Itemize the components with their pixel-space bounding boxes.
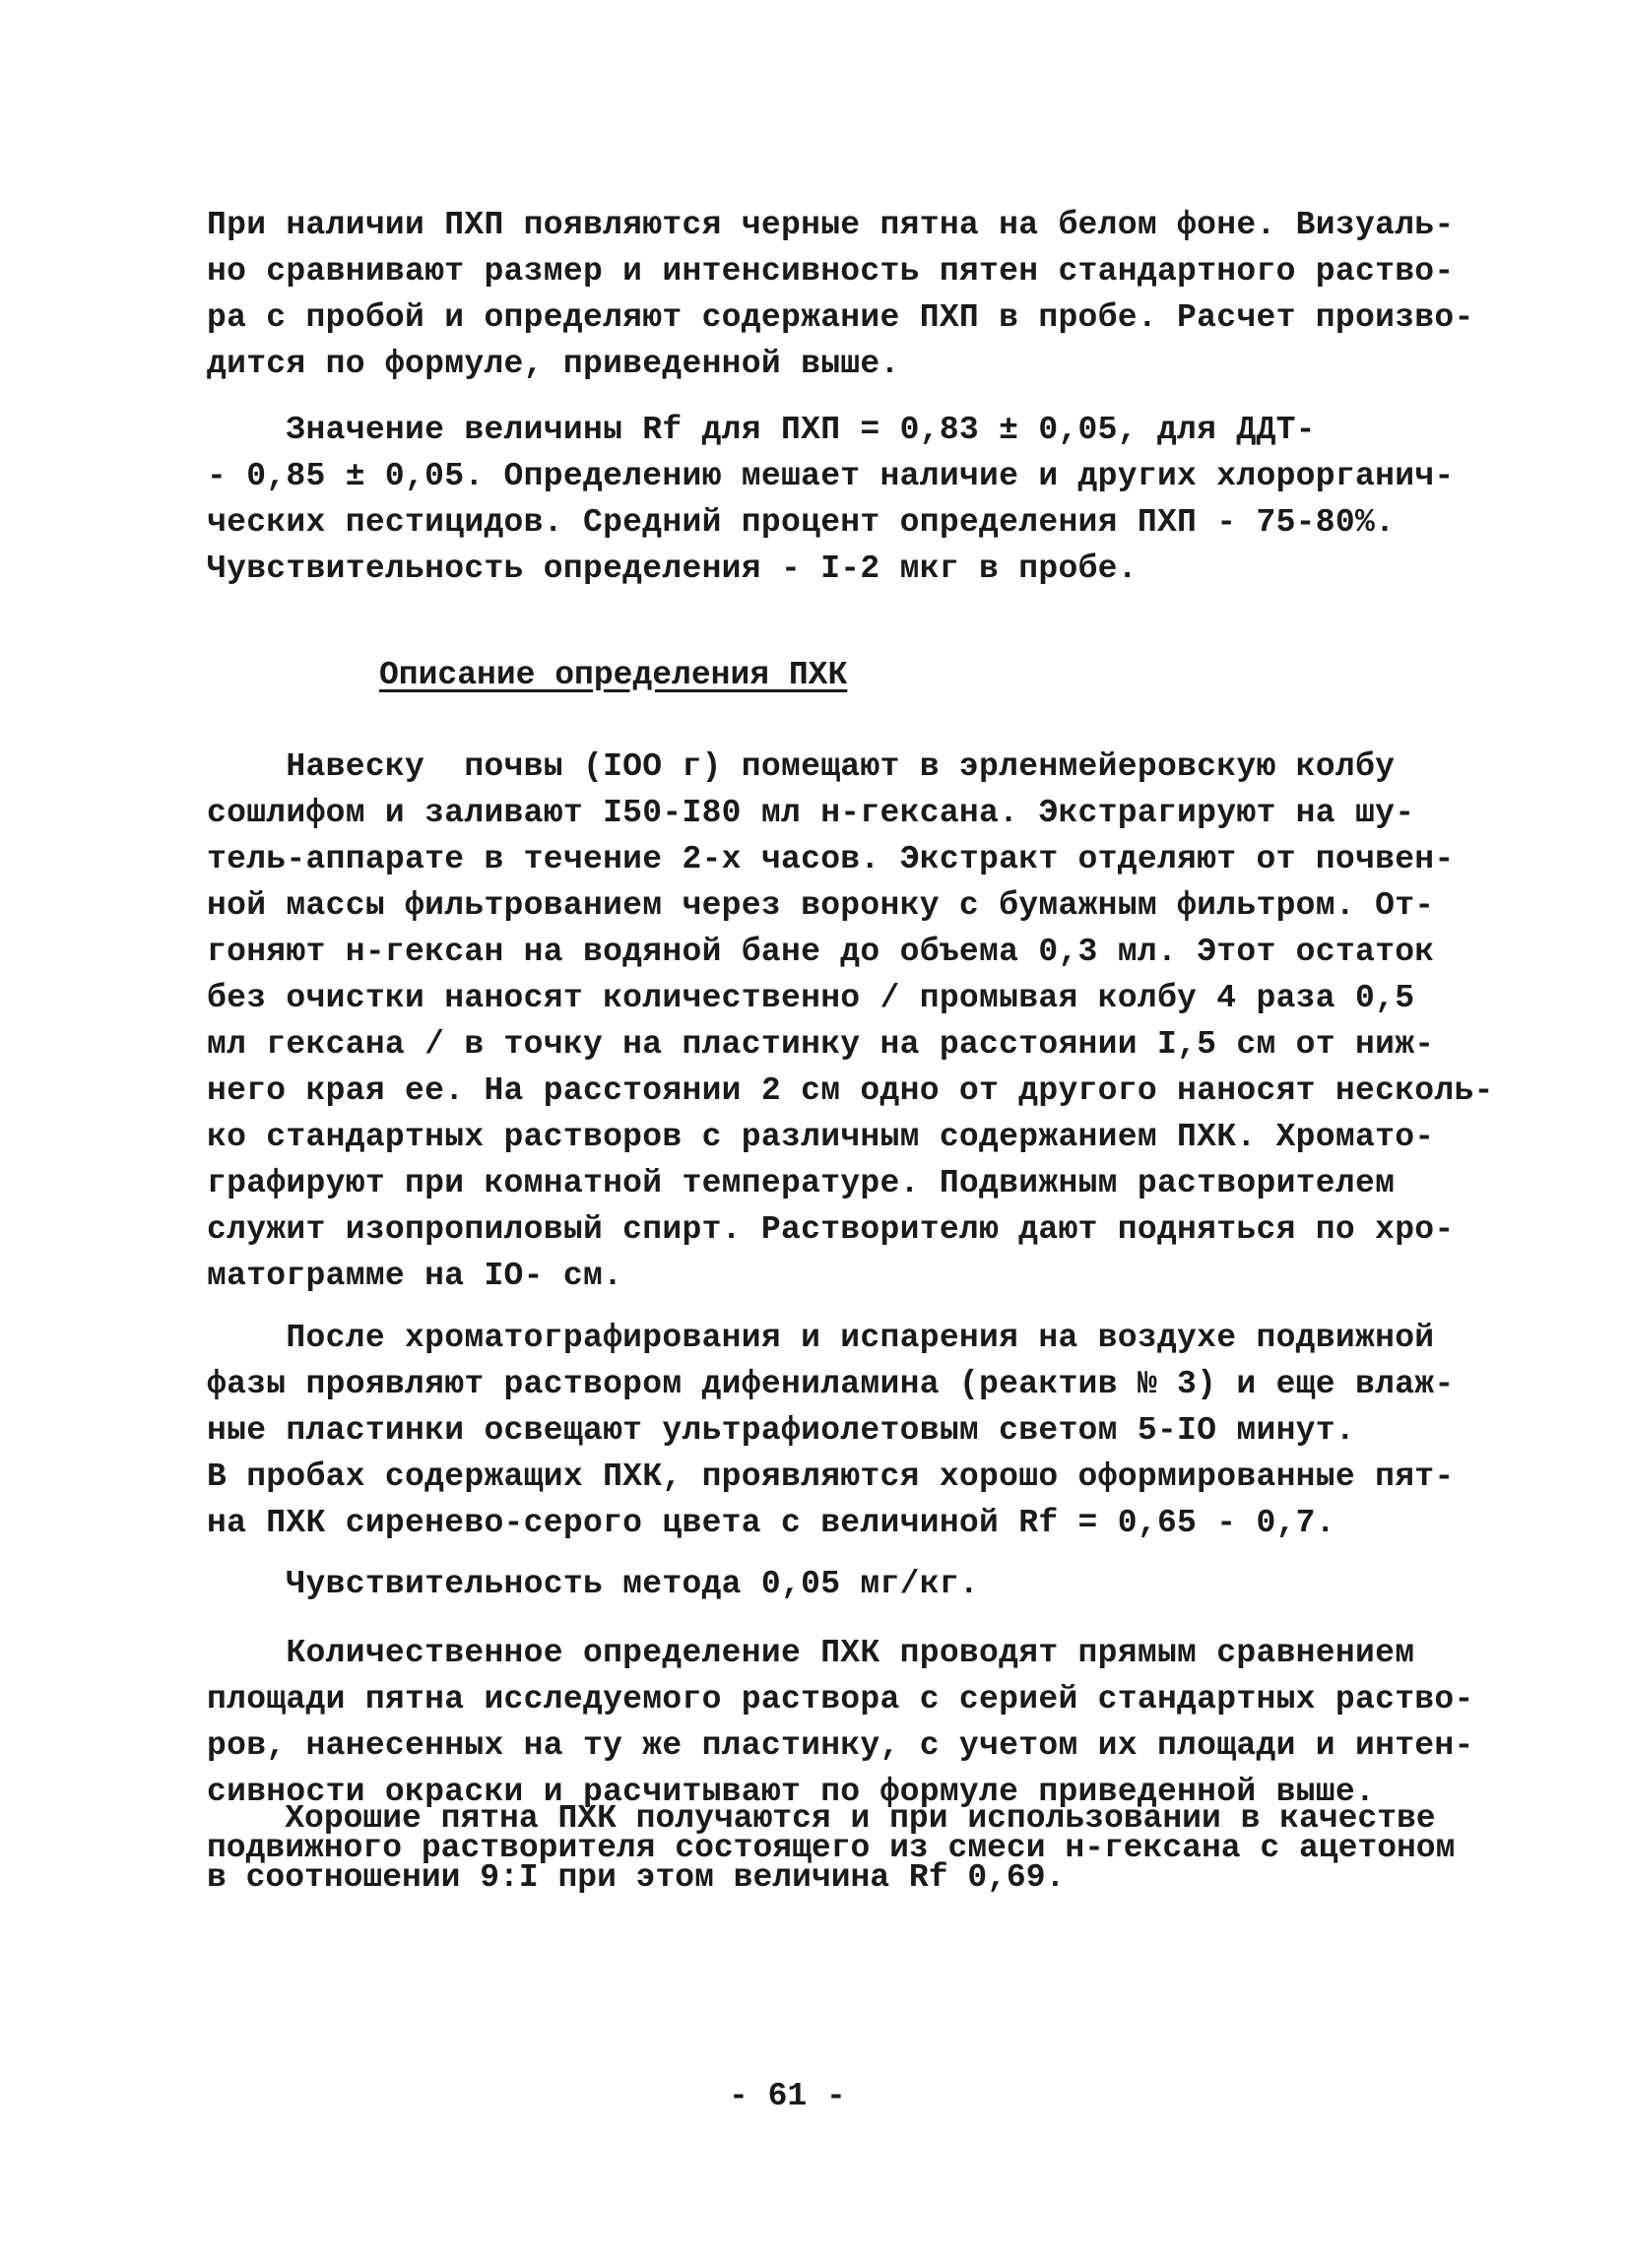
text-line: в соотношении 9:I при этом величина Rf 0,69. (207, 1859, 1066, 1896)
text-line: ра с пробой и определяют содержание ПХП в пробе. Расчет произво- (207, 299, 1474, 336)
paragraph-1 (207, 202, 1474, 387)
text-line: В пробах содержащих ПХК, проявляются хорошо оформированные пят- (207, 1458, 1455, 1495)
paragraph-7 (207, 1800, 1456, 1896)
text-line: Чувствительность метода 0,05 мг/кг. (207, 1566, 980, 1602)
text-line: тель-аппарате в течение 2-х часов. Экстракт отделяют от почвен- (207, 841, 1455, 877)
paragraph-6 (207, 1630, 1474, 1815)
text-line: гоняют н-гексан на водяной бане до объема 0,3 мл. Этот остаток (207, 934, 1435, 970)
paragraph-5 (207, 1561, 1438, 1607)
text-line: но сравнивают размер и интенсивность пятен стандартного раство- (207, 253, 1455, 290)
text-line: дится по формуле, приведенной выше. (207, 346, 900, 382)
text-line: ной массы фильтрованием через воронку с бумажным фильтром. От- (207, 887, 1435, 924)
text-line: фазы проявляют раствором дифениламина (реактив № 3) и еще влаж- (207, 1366, 1455, 1402)
text-line: Чувствительность определения - I-2 мкг в пробе. (207, 551, 1138, 587)
text-line: - 0,85 ± 0,05. Определению мешает наличие и других хлорорганич- (207, 458, 1455, 494)
page-number: - 61 - (729, 2078, 846, 2114)
text-line: Количественное определение ПХК проводят прямым сравнением (207, 1635, 1415, 1671)
text-line: служит изопропиловый спирт. Растворителю дают подняться по хро- (207, 1211, 1455, 1248)
text-line: графируют при комнатной температуре. Подвижным растворителем (207, 1165, 1396, 1201)
text-line: После хроматографирования и испарения на воздухе подвижной (207, 1320, 1435, 1356)
text-line: ров, нанесенных на ту же пластинку, с учетом их площади и интен- (207, 1727, 1474, 1764)
text-line: сошлифом и заливают I50-I80 мл н-гексана. Экстрагируют на шу- (207, 795, 1415, 831)
section-heading: Описание определения ПХК (379, 657, 848, 693)
text-line: ные пластинки освещают ультрафиолетовым светом 5-IO минут. (207, 1412, 1355, 1449)
text-line: ческих пестицидов. Средний процент определения ПХП - 75-80%. (207, 504, 1396, 541)
text-line: площади пятна исследуемого раствора с серией стандартных раство- (207, 1681, 1474, 1717)
paragraph-2 (207, 407, 1455, 592)
text-line: При наличии ПХП появляются черные пятна на белом фоне. Визуаль- (207, 207, 1455, 243)
text-line: Хорошие пятна ПХК получаются и при использовании в качестве (207, 1800, 1436, 1837)
text-line: мл гексана / в точку на пластинку на расстоянии I,5 см от ниж- (207, 1026, 1435, 1063)
text-line: на ПХК сиренево-серого цвета с величиной Rf = 0,65 - 0,7. (207, 1505, 1335, 1541)
text-line: без очистки наносят количественно / промывая колбу 4 раза 0,5 (207, 980, 1415, 1016)
text-line: подвижного растворителя состоящего из смеси н-гексана с ацетоном (207, 1830, 1456, 1866)
text-line: сивности окраски и расчитывают по формуле приведенной выше. (207, 1774, 1376, 1810)
text-line: матограмме на IO- см. (207, 1258, 623, 1294)
text-line: Значение величины Rf для ПХП = 0,83 ± 0,05, для ДДТ- (207, 412, 1316, 448)
text-line: него края ее. На расстоянии 2 см одно от другого наносят несколь- (207, 1072, 1494, 1109)
paragraph-3 (207, 744, 1494, 1299)
paragraph-4 (207, 1315, 1455, 1546)
text-line: ко стандартных растворов с различным содержанием ПХК. Хромато- (207, 1119, 1435, 1155)
text-line: Навеску почвы (IOO г) помещают в эрленмейеровскую колбу (207, 748, 1396, 785)
